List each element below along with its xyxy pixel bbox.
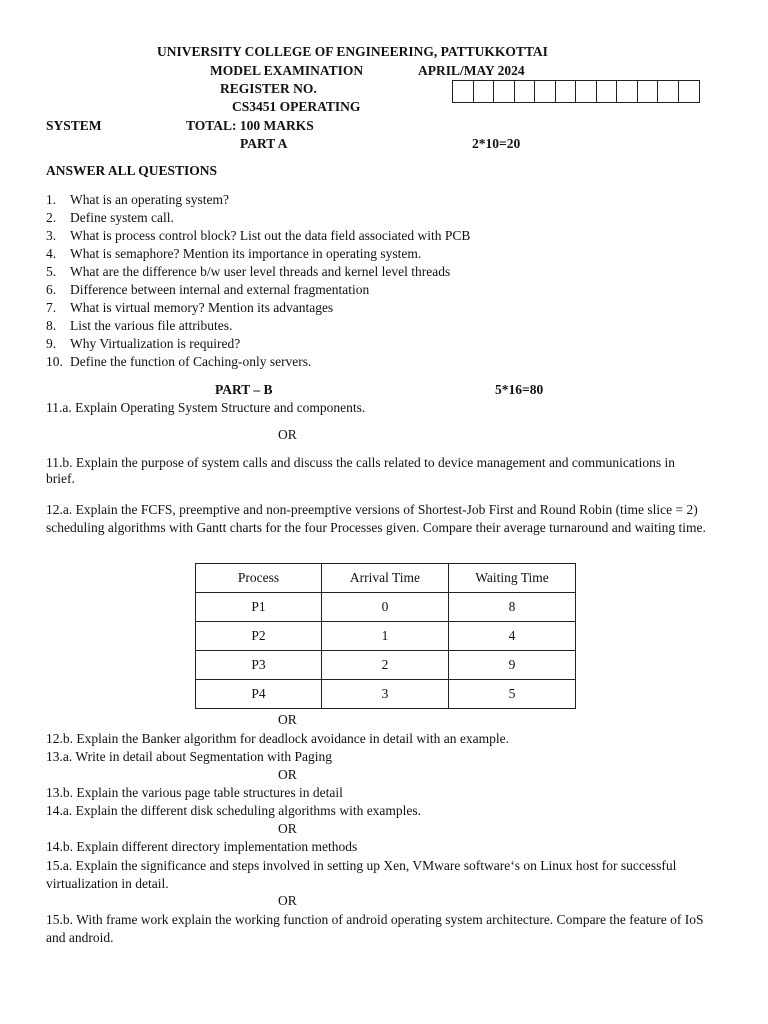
table-header: Process bbox=[196, 564, 322, 593]
question-text: What is semaphore? Mention its importance in operating system. bbox=[70, 246, 422, 261]
table-row bbox=[196, 593, 576, 622]
table-header-row bbox=[196, 564, 576, 593]
table-cell: P2 bbox=[196, 622, 322, 651]
subject-continuation: SYSTEM bbox=[46, 118, 102, 133]
question-15a: 15.a. Explain the significance and steps involved in setting up Xen, VMware software‘s on Linux host for successful virtualization in detail. bbox=[46, 858, 677, 891]
register-box bbox=[474, 81, 495, 102]
question-text: Define system call. bbox=[70, 210, 174, 225]
table-row bbox=[196, 651, 576, 680]
register-box bbox=[658, 81, 679, 102]
table-row bbox=[196, 680, 576, 709]
register-box bbox=[515, 81, 536, 102]
or-separator: OR bbox=[278, 427, 297, 442]
question-11b: 11.b. Explain the purpose of system calls and discuss the calls related to device management and communications in brief. bbox=[46, 455, 675, 486]
question-13b: 13.b. Explain the various page table structures in detail bbox=[46, 785, 343, 800]
question-text: What is process control block? List out the data field associated with PCB bbox=[70, 228, 471, 243]
question-number: 5. bbox=[46, 264, 57, 279]
part-b-marks: 5*16=80 bbox=[495, 382, 544, 397]
register-box bbox=[576, 81, 597, 102]
or-separator: OR bbox=[278, 893, 297, 908]
table-row bbox=[196, 622, 576, 651]
question-number: 9. bbox=[46, 336, 57, 351]
register-box bbox=[453, 81, 474, 102]
question-number: 10. bbox=[46, 354, 63, 369]
table-cell: P4 bbox=[196, 680, 322, 709]
question-number: 7. bbox=[46, 300, 57, 315]
table-cell: 1 bbox=[322, 622, 449, 651]
exam-session: APRIL/MAY 2024 bbox=[418, 63, 525, 78]
question-11a: 11.a. Explain Operating System Structure and components. bbox=[46, 400, 366, 415]
question-number: 3. bbox=[46, 228, 57, 243]
register-number-boxes bbox=[452, 80, 700, 103]
question-number: 4. bbox=[46, 246, 57, 261]
question-12b: 12.b. Explain the Banker algorithm for deadlock avoidance in detail with an example. bbox=[46, 731, 509, 746]
instruction: ANSWER ALL QUESTIONS bbox=[46, 163, 218, 178]
table-cell: P3 bbox=[196, 651, 322, 680]
table-cell: 9 bbox=[449, 651, 576, 680]
question-text: Why Virtualization is required? bbox=[70, 336, 241, 351]
or-separator: OR bbox=[278, 767, 297, 782]
table-cell: 2 bbox=[322, 651, 449, 680]
question-number: 1. bbox=[46, 192, 57, 207]
register-label: REGISTER NO. bbox=[220, 81, 317, 96]
table-cell: 0 bbox=[322, 593, 449, 622]
part-a-marks: 2*10=20 bbox=[472, 136, 521, 151]
or-separator: OR bbox=[278, 712, 297, 727]
part-a-title: PART A bbox=[240, 136, 288, 151]
process-table bbox=[195, 563, 576, 709]
question-text: List the various file attributes. bbox=[70, 318, 233, 333]
question-text: Define the function of Caching-only servers. bbox=[70, 354, 312, 369]
table-cell: 4 bbox=[449, 622, 576, 651]
question-text: Difference between internal and external fragmentation bbox=[70, 282, 370, 297]
register-box bbox=[556, 81, 577, 102]
question-text: What are the difference b/w user level threads and kernel level threads bbox=[70, 264, 451, 279]
table-cell: P1 bbox=[196, 593, 322, 622]
question-13a: 13.a. Write in detail about Segmentation with Paging bbox=[46, 749, 333, 764]
register-box bbox=[679, 81, 700, 102]
question-15b: 15.b. With frame work explain the working function of android operating system architecture. Compare the feature of IoS and android. bbox=[46, 912, 704, 945]
question-14a: 14.a. Explain the different disk scheduling algorithms with examples. bbox=[46, 803, 422, 818]
register-box bbox=[638, 81, 659, 102]
question-12a: 12.a. Explain the FCFS, preemptive and non-preemptive versions of Shortest-Job First and Round Robin (time slice = 2) scheduling algorithms with Gantt charts for the four Processes given. Compare their average turnaround and waiting time. bbox=[46, 502, 706, 535]
college-name: UNIVERSITY COLLEGE OF ENGINEERING, PATTUKKOTTAI bbox=[157, 44, 548, 59]
course-code: CS3451 OPERATING bbox=[232, 99, 361, 114]
question-number: 6. bbox=[46, 282, 57, 297]
question-number: 8. bbox=[46, 318, 57, 333]
register-box bbox=[535, 81, 556, 102]
total-marks: TOTAL: 100 MARKS bbox=[186, 118, 314, 133]
question-text: What is virtual memory? Mention its advantages bbox=[70, 300, 334, 315]
question-number: 2. bbox=[46, 210, 57, 225]
register-box bbox=[617, 81, 638, 102]
register-box bbox=[494, 81, 515, 102]
table-cell: 8 bbox=[449, 593, 576, 622]
table-header: Arrival Time bbox=[322, 564, 449, 593]
table-header: Waiting Time bbox=[449, 564, 576, 593]
exam-title: MODEL EXAMINATION bbox=[210, 63, 364, 78]
question-14b: 14.b. Explain different directory implementation methods bbox=[46, 839, 358, 854]
register-box bbox=[597, 81, 618, 102]
or-separator: OR bbox=[278, 821, 297, 836]
question-text: What is an operating system? bbox=[70, 192, 229, 207]
part-b-title: PART – B bbox=[215, 382, 273, 397]
table-cell: 3 bbox=[322, 680, 449, 709]
table-cell: 5 bbox=[449, 680, 576, 709]
